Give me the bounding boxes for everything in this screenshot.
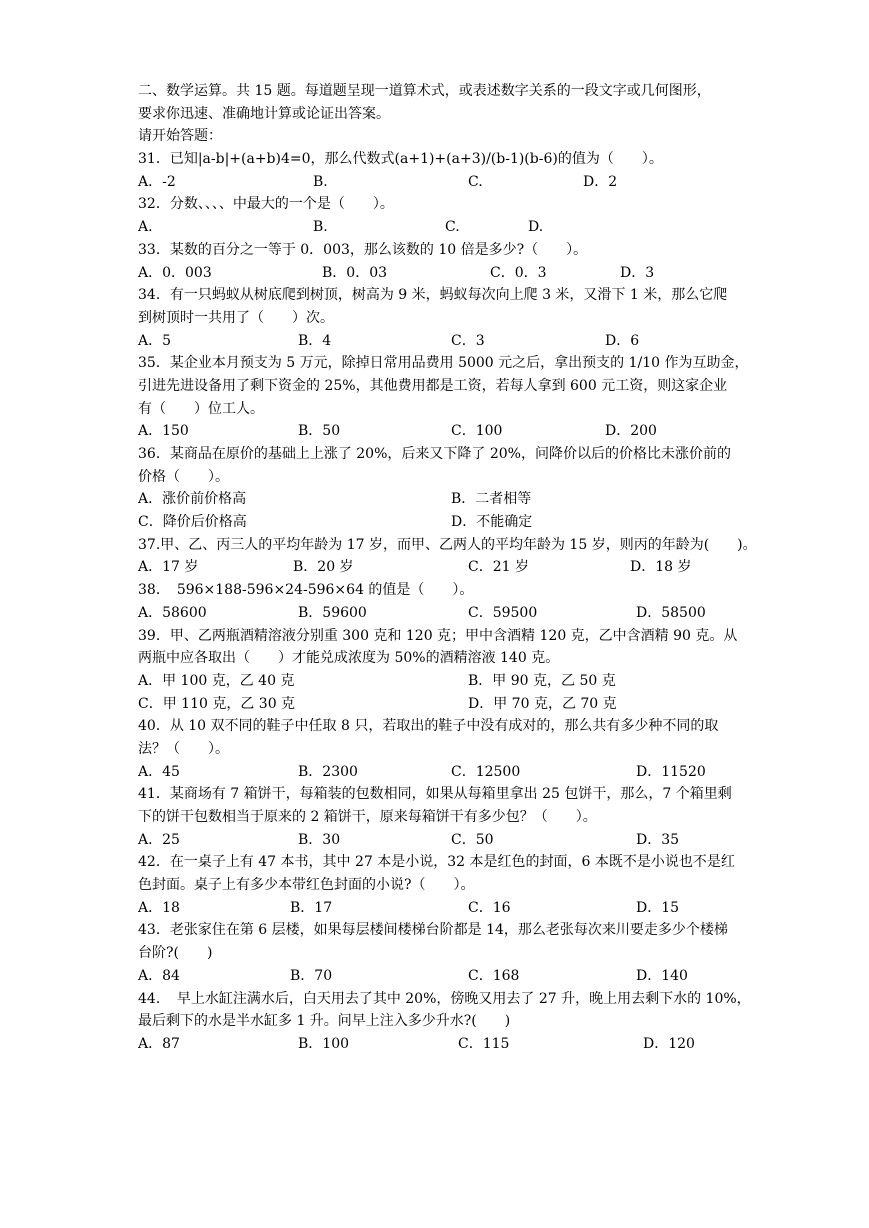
answer-option[interactable]: B．4 <box>298 332 332 349</box>
answer-option[interactable]: B．0．03 <box>322 264 388 281</box>
answer-options-row <box>138 602 758 625</box>
answer-option[interactable]: D．甲 70 克，乙 70 克 <box>468 695 617 712</box>
question-text: 36．某商品在原价的基础上上涨了 20%，后来又下降了 20%，问降价以后的价格比未涨价前的 <box>138 446 731 462</box>
answer-option[interactable]: B．17 <box>290 899 333 916</box>
answer-options-row <box>138 897 758 920</box>
answer-option[interactable]: B．50 <box>298 423 341 440</box>
answer-option[interactable]: B．20 岁 <box>293 559 354 576</box>
answer-options-row <box>138 1033 758 1056</box>
answer-option[interactable]: C．168 <box>468 967 520 984</box>
question-item <box>138 851 758 919</box>
question-text: 两瓶中应各取出（ ）才能兑成浓度为 50%的酒精溶液 140 克。 <box>138 650 560 667</box>
answer-option[interactable]: B．100 <box>298 1035 350 1052</box>
answer-options-row <box>138 693 758 716</box>
answer-options-row <box>138 511 758 534</box>
answer-option[interactable]: D．18 岁 <box>630 559 692 576</box>
answer-option[interactable]: D．35 <box>636 831 680 848</box>
question-item <box>138 352 758 443</box>
question-text: 42．在一桌子上有 47 本书，其中 27 本是小说，32 本是红色的封面，6 本既不是小说也不是红 <box>138 854 735 871</box>
answer-options-row <box>138 262 758 285</box>
section-intro-line-2: 要求你迅速、准确地计算或论证出答案。 <box>138 105 390 122</box>
answer-options-row <box>138 829 758 852</box>
question-text: 下的饼干包数相当于原来的 2 箱饼干，原来每箱饼干有多少包？（ ）。 <box>138 809 597 825</box>
question-item <box>138 625 758 716</box>
answer-option[interactable]: A．17 岁 <box>138 559 199 576</box>
question-text: 39．甲、乙两瓶酒精溶液分别重 300 克和 120 克；甲中含酒精 120 克，乙中含酒精 90 克。从 <box>138 627 738 644</box>
answer-option[interactable]: D．11520 <box>636 763 706 780</box>
answer-option[interactable]: B．二者相等 <box>451 491 532 508</box>
question-text: 引进先进设备用了剩下资金的 25%，其他费用都是工资，若每人拿到 600 元工资，则这家企业 <box>138 377 728 394</box>
answer-options-row <box>138 330 758 353</box>
answer-options-row <box>138 965 758 988</box>
answer-option[interactable]: C．甲 110 克，乙 30 克 <box>138 695 296 712</box>
answer-option[interactable]: C．115 <box>458 1035 510 1052</box>
question-item <box>138 239 758 284</box>
answer-option[interactable]: C．59500 <box>468 604 538 621</box>
question-text: 31．已知|a-b|+(a+b)4=0，那么代数式(a+1)+(a+3)/(b-1)(b-6)的值为（ ）。 <box>138 151 663 168</box>
answer-option[interactable]: A．甲 100 克，乙 40 克 <box>138 672 295 689</box>
answer-option[interactable]: D. <box>528 219 544 236</box>
answer-option[interactable]: A．5 <box>138 332 172 349</box>
answer-option[interactable]: A．45 <box>138 763 180 780</box>
section-intro-line-1: 二、数学运算。共 15 题。每道题呈现一道算术式，或表述数字关系的一段文字或几何图形， <box>138 83 711 99</box>
answer-option[interactable]: C．降价后价格高 <box>138 514 247 531</box>
question-text: 32．分数、、、、中最大的一个是（ ）。 <box>138 196 394 213</box>
answer-options-row <box>138 488 758 511</box>
answer-option[interactable]: D．不能确定 <box>451 514 533 531</box>
question-text: 价格（ ）。 <box>138 468 229 485</box>
answer-options-row <box>138 761 758 784</box>
answer-option[interactable]: B．30 <box>298 831 341 848</box>
question-text: 40．从 10 双不同的鞋子中任取 8 只，若取出的鞋子中没有成对的，那么共有多少种不同的取 <box>138 718 719 735</box>
question-item <box>138 148 758 193</box>
answer-option[interactable]: A．-2 <box>138 173 176 190</box>
question-list <box>138 148 758 1056</box>
question-item <box>138 783 758 851</box>
answer-option[interactable]: C．50 <box>451 831 494 848</box>
answer-option[interactable]: B．甲 90 克，乙 50 克 <box>468 672 616 689</box>
answer-option[interactable]: A．25 <box>138 831 180 848</box>
question-item <box>138 193 758 238</box>
answer-option[interactable]: A．涨价前价格高 <box>138 491 247 508</box>
answer-option[interactable]: B. <box>313 219 328 236</box>
exam-page <box>138 80 758 1056</box>
question-text: 法？（ ）。 <box>138 740 229 757</box>
answer-option[interactable]: A．150 <box>138 423 189 440</box>
answer-options-row <box>138 556 758 579</box>
question-item <box>138 579 758 624</box>
answer-option[interactable]: D．140 <box>636 967 688 984</box>
question-item <box>138 988 758 1056</box>
answer-option[interactable]: D．15 <box>636 899 680 916</box>
answer-option[interactable]: B. <box>313 173 328 190</box>
answer-option[interactable]: D．120 <box>643 1035 695 1052</box>
answer-option[interactable]: D．200 <box>605 423 657 440</box>
answer-option[interactable]: A．0．003 <box>138 264 212 281</box>
answer-option[interactable]: C．3 <box>451 332 485 349</box>
answer-option[interactable]: A．87 <box>138 1035 180 1052</box>
section-intro-line-3: 请开始答题： <box>138 128 222 145</box>
question-text: 台阶?( ) <box>138 945 213 962</box>
question-text: 有（ ）位工人。 <box>138 400 264 417</box>
question-item <box>138 715 758 783</box>
answer-option[interactable]: B．70 <box>290 967 333 984</box>
question-text: 43．老张家住在第 6 层楼，如果每层楼间楼梯台阶都是 14，那么老张每次来川要走多少个楼梯 <box>138 922 728 939</box>
answer-option[interactable]: C．21 岁 <box>468 559 529 576</box>
answer-option[interactable]: C．0．3 <box>490 264 547 281</box>
question-text: 41．某商场有 7 箱饼干，每箱装的包数相同，如果从每箱里拿出 25 包饼干，那么，7 个箱里剩 <box>138 786 732 803</box>
question-item <box>138 284 758 352</box>
answer-option[interactable]: D．6 <box>605 332 640 349</box>
question-text: 到树顶时一共用了（ ）次。 <box>138 309 334 326</box>
answer-options-row <box>138 216 758 239</box>
question-item <box>138 534 758 579</box>
question-text: 44． 早上水缸注满水后，白天用去了其中 20%，傍晚又用去了 27 升，晚上用去剩下水的 10%， <box>138 990 751 1007</box>
answer-option[interactable]: D．3 <box>620 264 655 281</box>
question-text: 34．有一只蚂蚁从树底爬到树顶，树高为 9 米，蚂蚁每次向上爬 3 米，又滑下 1 米，那么它爬 <box>138 287 728 304</box>
question-text: 色封面。桌子上有多少本带红色封面的小说?（ ）。 <box>138 877 475 894</box>
answer-option[interactable]: D．58500 <box>636 604 706 621</box>
answer-options-row <box>138 420 758 443</box>
answer-option[interactable]: C. <box>445 219 460 236</box>
answer-option[interactable]: C. <box>468 173 483 190</box>
question-text: 37.甲、乙、丙三人的平均年龄为 17 岁，而甲、乙两人的平均年龄为 15 岁，则丙的年龄为( )。 <box>138 536 757 553</box>
question-text: 最后剩下的水是半水缸多 1 升。问早上注入多少升水?( ) <box>138 1013 511 1030</box>
answer-option[interactable]: A. <box>138 219 153 236</box>
question-item <box>138 443 758 534</box>
answer-option[interactable]: C．16 <box>468 899 511 916</box>
answer-option[interactable]: D．2 <box>583 173 618 190</box>
question-text: 38． 596×188-596×24-596×64 的值是（ ）。 <box>138 582 474 599</box>
answer-option[interactable]: A．58600 <box>138 604 207 621</box>
question-item <box>138 919 758 987</box>
answer-options-row <box>138 670 758 693</box>
answer-option[interactable]: C．100 <box>451 423 503 440</box>
answer-option[interactable]: B．59600 <box>298 604 367 621</box>
question-text: 33．某数的百分之一等于 0．003，那么该数的 10 倍是多少?（ ）。 <box>138 241 588 258</box>
answer-option[interactable]: A．84 <box>138 967 180 984</box>
question-text: 35．某企业本月预支为 5 万元，除掉日常用品费用 5000 元之后，拿出预支的 1/10 作为互助金， <box>138 355 749 372</box>
answer-option[interactable]: C．12500 <box>451 763 521 780</box>
answer-option[interactable]: A．18 <box>138 899 180 916</box>
answer-options-row <box>138 171 758 194</box>
answer-option[interactable]: B．2300 <box>298 763 358 780</box>
